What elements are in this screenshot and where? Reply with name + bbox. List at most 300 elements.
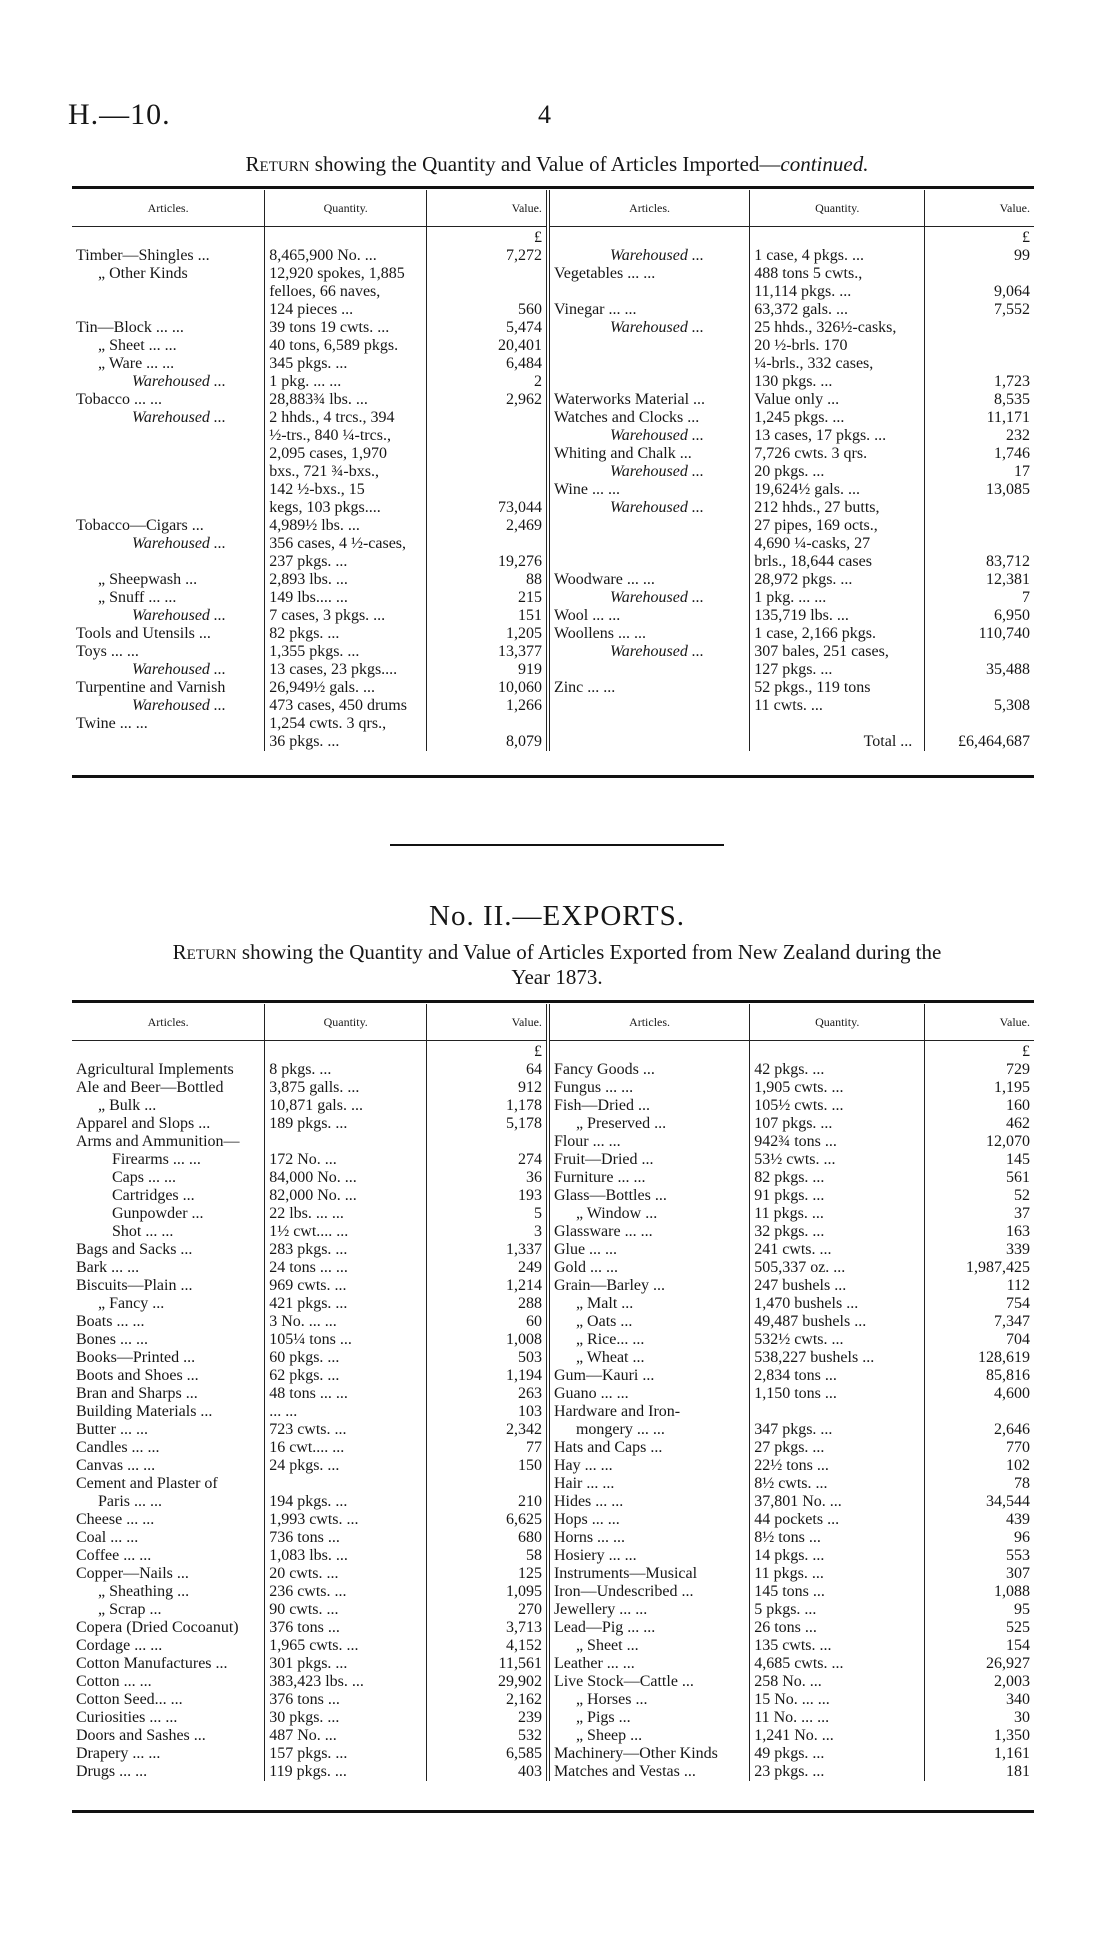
cell-value: 95 [925,1601,1034,1619]
cell-value: 1,095 [427,1583,548,1601]
cell-quantity: 26 tons ... [750,1619,925,1637]
cell-quantity: ¼-brls., 332 cases, [750,355,925,373]
cell-quantity [750,1403,925,1421]
cell-value: £6,464,687 [925,733,1034,751]
cell-value: 1,194 [427,1367,548,1385]
table-row [72,1655,1034,1673]
cell-quantity: 52 pkgs., 119 tons [750,679,925,697]
cell-value: 560 [427,301,548,319]
cell-value: 2,646 [925,1421,1034,1439]
cell-article: Copera (Dried Cocoanut) [76,1619,239,1636]
table-row [72,1565,1034,1583]
cell-value: 439 [925,1511,1034,1529]
table-row [72,1727,1034,1745]
cell-quantity: ½-trs., 840 ¼-trcs., [265,427,427,445]
cell-article: Cotton Seed... ... [76,1691,183,1708]
table-row [72,553,1034,571]
cell-article [548,697,750,715]
table-row [72,1367,1034,1385]
imports-table [72,190,1034,751]
cell-article: Bags and Sacks ... [76,1241,193,1258]
cell-value: 102 [925,1457,1034,1475]
cell-article [548,535,750,553]
cell-quantity: 26,949½ gals. ... [265,679,427,697]
cell-value: 13,377 [427,643,548,661]
cell-quantity: 4,989½ lbs. ... [265,517,427,535]
table-row [72,247,1034,265]
cell-value [925,517,1034,535]
cell-quantity: 347 pkgs. ... [750,1421,925,1439]
cell-article: Drapery ... ... [76,1745,161,1762]
cell-quantity: 142 ½-bxs., 15 [265,481,427,499]
cell-quantity: 82 pkgs. ... [265,625,427,643]
table-row [72,679,1034,697]
table-row [72,1709,1034,1727]
cell-quantity: 37,801 No. ... [750,1493,925,1511]
cell-article: Turpentine and Varnish [76,679,226,696]
table-row [72,1421,1034,1439]
cell-quantity: 11 cwts. ... [750,697,925,715]
cell-article: Fruit—Dried ... [553,1151,654,1168]
table-row [72,227,1034,248]
cell-article: Fungus ... ... [553,1079,634,1096]
table-row [72,1403,1034,1421]
cell-article: Firearms ... ... [112,1151,201,1168]
cell-value: 1,008 [427,1331,548,1349]
cell-value: 7,552 [925,301,1034,319]
table-row [72,1187,1034,1205]
cell-quantity: 5 pkgs. ... [750,1601,925,1619]
cell-value: 1,350 [925,1727,1034,1745]
cell-article: „ Other Kinds [98,265,188,282]
col-header-articles: Articles. [72,1004,265,1041]
cell-article: Caps ... ... [112,1169,176,1186]
cell-value: 11,171 [925,409,1034,427]
cell-value: 64 [427,1061,548,1079]
cell-quantity: 247 bushels ... [750,1277,925,1295]
cell-article: Matches and Vestas ... [553,1763,696,1780]
cell-value: 3 [427,1223,548,1241]
cell-article: Warehoused ... [132,607,226,624]
cell-article: Bones ... ... [76,1331,148,1348]
table-row [72,1583,1034,1601]
cell-article: Hops ... ... [553,1511,620,1528]
cell-article [72,733,265,751]
cell-quantity: 7 cases, 3 pkgs. ... [265,607,427,625]
table-row [72,733,1034,751]
col-header-articles: Articles. [548,1004,750,1041]
cell-article: Curiosities ... ... [76,1709,178,1726]
cell-quantity: 15 No. ... ... [750,1691,925,1709]
cell-quantity: 2 hhds., 4 trcs., 394 [265,409,427,427]
table-row [72,1133,1034,1151]
cell-quantity: 42 pkgs. ... [750,1061,925,1079]
cell-quantity: 145 tons ... [750,1583,925,1601]
cell-value: 561 [925,1169,1034,1187]
table-row [72,1691,1034,1709]
table-row [72,1745,1034,1763]
cell-article: Glassware ... ... [553,1223,653,1240]
table-row [72,1097,1034,1115]
cell-quantity: 135 cwts. ... [750,1637,925,1655]
cell-value: 88 [427,571,548,589]
cell-value [925,265,1034,283]
table-row [72,283,1034,301]
cell-quantity: 538,227 bushels ... [750,1349,925,1367]
cell-value: 29,902 [427,1673,548,1691]
cell-article [72,463,265,481]
col-header-quantity: Quantity. [265,190,427,227]
cell-quantity: 12,920 spokes, 1,885 [265,265,427,283]
cell-quantity: Value only ... [750,391,925,409]
cell-article: Cordage ... ... [76,1637,163,1654]
cell-quantity: 30 pkgs. ... [265,1709,427,1727]
table-row [72,1547,1034,1565]
table-row [72,1061,1034,1079]
cell-article: Building Materials ... [76,1403,213,1420]
cell-article: Jewellery ... ... [553,1601,648,1618]
exports-section-title: No. II.—EXPORTS. [429,900,685,932]
cell-article: Agricultural Implements [76,1061,234,1078]
cell-quantity: 130 pkgs. ... [750,373,925,391]
cell-quantity: 1,150 tons ... [750,1385,925,1403]
cell-article [548,661,750,679]
table-row [72,319,1034,337]
cell-quantity: 2,893 lbs. ... [265,571,427,589]
imports-bottom-rule [72,775,1034,778]
cell-article: „ Preserved ... [575,1115,667,1132]
cell-value: 1,337 [427,1241,548,1259]
col-header-quantity: Quantity. [750,190,925,227]
cell-value: 215 [427,589,548,607]
cell-quantity: 236 cwts. ... [265,1583,427,1601]
cell-article: Coal ... ... [76,1529,139,1546]
cell-article: Warehoused ... [609,319,704,336]
col-header-value: Value. [925,1004,1034,1041]
cell-value [427,409,548,427]
table-row [72,1619,1034,1637]
cell-quantity: 1,355 pkgs. ... [265,643,427,661]
cell-quantity: 3,875 galls. ... [265,1079,427,1097]
cell-quantity: 241 cwts. ... [750,1241,925,1259]
cell-value: 8,079 [427,733,548,751]
table-row [72,589,1034,607]
cell-quantity [750,715,925,733]
cell-article [72,553,265,571]
cell-quantity: kegs, 103 pkgs.... [265,499,427,517]
exports-body [72,1041,1034,1782]
table-row [72,427,1034,445]
cell-quantity: 11,114 pkgs. ... [750,283,925,301]
cell-quantity: 421 pkgs. ... [265,1295,427,1313]
cell-value: 1,088 [925,1583,1034,1601]
table-row [72,1529,1034,1547]
cell-article: Tobacco ... ... [76,391,162,408]
cell-value: 19,276 [427,553,548,571]
cell-article: Cotton Manufactures ... [76,1655,228,1672]
table-row [72,1277,1034,1295]
cell-value: £ [427,227,548,248]
cell-article [548,715,750,733]
cell-article: Warehoused ... [609,643,704,660]
cell-article: Shot ... ... [112,1223,174,1240]
cell-value: 307 [925,1565,1034,1583]
col-header-articles: Articles. [72,190,265,227]
cell-value [925,679,1034,697]
cell-article [548,337,750,355]
table-row [72,1475,1034,1493]
cell-value: 5 [427,1205,548,1223]
cell-value: 288 [427,1295,548,1313]
cell-value [427,535,548,553]
cell-quantity: 23 pkgs. ... [750,1763,925,1781]
table-row [72,1295,1034,1313]
cell-value [427,445,548,463]
cell-quantity: 48 tons ... ... [265,1385,427,1403]
cell-quantity: 1,965 cwts. ... [265,1637,427,1655]
table-row [72,715,1034,733]
cell-quantity: 19,624½ gals. ... [750,481,925,499]
cell-article: Canvas ... ... [76,1457,156,1474]
cell-quantity: 487 No. ... [265,1727,427,1745]
cell-value: 1,161 [925,1745,1034,1763]
cell-quantity: 82 pkgs. ... [750,1169,925,1187]
cell-value: 1,723 [925,373,1034,391]
exports-bottom-rule [72,1810,1034,1813]
table-row [72,481,1034,499]
page-number: 4 [538,100,551,129]
cell-quantity: 24 tons ... ... [265,1259,427,1277]
cell-article [548,733,750,751]
cell-quantity: 14 pkgs. ... [750,1547,925,1565]
cell-quantity: 1,993 cwts. ... [265,1511,427,1529]
cell-article: Hardware and Iron- [553,1403,681,1420]
cell-article: Warehoused ... [609,463,704,480]
cell-value: 12,381 [925,571,1034,589]
cell-value: 181 [925,1763,1034,1781]
cell-quantity: 39 tons 19 cwts. ... [265,319,427,337]
cell-quantity: 28,972 pkgs. ... [750,571,925,589]
cell-article: Coffee ... ... [76,1547,152,1564]
cell-value: 503 [427,1349,548,1367]
cell-quantity: 1,241 No. ... [750,1727,925,1745]
cell-article: „ Window ... [575,1205,658,1222]
exports-caption-line2: Year 1873. [511,965,603,989]
col-header-value: Value. [925,190,1034,227]
cell-article: Butter ... ... [76,1421,148,1438]
cell-value: 20,401 [427,337,548,355]
cell-quantity: 157 pkgs. ... [265,1745,427,1763]
cell-quantity: 62 pkgs. ... [265,1367,427,1385]
table-row [72,571,1034,589]
cell-quantity: 24 pkgs. ... [265,1457,427,1475]
cell-value: 6,484 [427,355,548,373]
cell-value: 2 [427,373,548,391]
cell-article: Fish—Dried ... [553,1097,650,1114]
table-row [72,1349,1034,1367]
cell-value [925,643,1034,661]
cell-value: 1,746 [925,445,1034,463]
cell-article [72,301,265,319]
cell-quantity: 8½ cwts. ... [750,1475,925,1493]
col-header-quantity: Quantity. [265,1004,427,1041]
cell-article: Warehoused ... [132,697,226,714]
cell-article: Apparel and Slops ... [76,1115,211,1132]
cell-article [72,283,265,301]
table-row [72,607,1034,625]
cell-article: Hides ... ... [553,1493,624,1510]
table-row [72,1151,1034,1169]
cell-value: 6,585 [427,1745,548,1763]
cell-article: Lead—Pig ... ... [553,1619,656,1636]
cell-quantity: 124 pieces ... [265,301,427,319]
table-row [72,1313,1034,1331]
cell-article: „ Bulk ... [98,1097,157,1114]
cell-value [427,1133,548,1151]
imports-caption [40,152,1074,177]
exports-caption-lead: Return [172,940,237,964]
cell-article: „ Sheepwash ... [98,571,198,588]
cell-article [72,427,265,445]
cell-quantity: 27 pipes, 169 octs., [750,517,925,535]
cell-quantity: 283 pkgs. ... [265,1241,427,1259]
cell-article: Whiting and Chalk ... [553,445,692,462]
cell-article: mongery ... ... [575,1421,665,1438]
imports-top-rule [72,186,1034,189]
cell-article [548,227,750,248]
table-row [72,661,1034,679]
col-header-value: Value. [427,190,548,227]
cell-article: Doors and Sashes ... [76,1727,206,1744]
cell-quantity: 723 cwts. ... [265,1421,427,1439]
cell-article: Fancy Goods ... [553,1061,655,1078]
cell-quantity: 1 pkg. ... ... [265,373,427,391]
cell-article: Bran and Sharps ... [76,1385,198,1402]
cell-value: 7,272 [427,247,548,265]
table-row [72,1763,1034,1781]
cell-quantity: 237 pkgs. ... [265,553,427,571]
cell-article: Cotton ... ... [76,1673,152,1690]
cell-value: 1,266 [427,697,548,715]
cell-quantity: 383,423 lbs. ... [265,1673,427,1691]
cell-article: Wool ... ... [553,607,621,624]
cell-article: Twine ... ... [76,715,148,732]
cell-quantity: 258 No. ... [750,1673,925,1691]
cell-article: Tin—Block ... ... [76,319,184,336]
cell-value: 553 [925,1547,1034,1565]
col-header-articles: Articles. [548,190,750,227]
imports-caption-continued: continued. [780,152,869,176]
cell-quantity: 376 tons ... [265,1691,427,1709]
table-row [72,265,1034,283]
cell-value: 754 [925,1295,1034,1313]
cell-quantity: 63,372 gals. ... [750,301,925,319]
cell-quantity: 1 case, 2,166 pkgs. [750,625,925,643]
cell-quantity [265,1475,427,1493]
cell-quantity: 22½ tons ... [750,1457,925,1475]
cell-value: 36 [427,1169,548,1187]
cell-value: 4,152 [427,1637,548,1655]
cell-quantity: 11 pkgs. ... [750,1565,925,1583]
cell-quantity: 736 tons ... [265,1529,427,1547]
table-row [72,445,1034,463]
cell-value: 26,927 [925,1655,1034,1673]
cell-value: 163 [925,1223,1034,1241]
table-row [72,373,1034,391]
table-row [72,355,1034,373]
cell-article: Wine ... ... [553,481,620,498]
cell-article: Hats and Caps ... [553,1439,663,1456]
cell-value [925,319,1034,337]
cell-quantity: 84,000 No. ... [265,1169,427,1187]
cell-value: 770 [925,1439,1034,1457]
cell-value: 6,950 [925,607,1034,625]
cell-article: Warehoused ... [609,247,704,264]
cell-article: Ale and Beer—Bottled [76,1079,224,1096]
cell-value [925,337,1034,355]
cell-article: Flour ... ... [553,1133,621,1150]
cell-article: „ Fancy ... [98,1295,165,1312]
cell-quantity: 189 pkgs. ... [265,1115,427,1133]
cell-article: Grain—Barley ... [553,1277,666,1294]
cell-article: „ Malt ... [575,1295,634,1312]
cell-article: Furniture ... ... [553,1169,646,1186]
cell-article: Copper—Nails ... [76,1565,189,1582]
cell-article: Vegetables ... ... [553,265,656,282]
cell-article: Tobacco—Cigars ... [76,517,204,534]
cell-value: 150 [427,1457,548,1475]
exports-header-row [72,1004,1034,1041]
cell-quantity: 49 pkgs. ... [750,1745,925,1763]
cell-value: 270 [427,1601,548,1619]
table-row [72,517,1034,535]
cell-quantity: 20 cwts. ... [265,1565,427,1583]
cell-article: „ Oats ... [575,1313,633,1330]
cell-article: Hair ... ... [553,1475,615,1492]
cell-quantity [750,227,925,248]
cell-quantity: 3 No. ... ... [265,1313,427,1331]
cell-value: 9,064 [925,283,1034,301]
cell-value: 78 [925,1475,1034,1493]
table-row [72,1601,1034,1619]
imports-caption-text: showing the Quantity and Value of Articles Imported— [309,152,781,176]
cell-value: 532 [427,1727,548,1745]
cell-article: Waterworks Material ... [553,391,706,408]
cell-article: Paris ... ... [98,1493,162,1510]
cell-value: 232 [925,427,1034,445]
cell-quantity: 91 pkgs. ... [750,1187,925,1205]
cell-value [427,1475,548,1493]
table-row [72,1115,1034,1133]
cell-article [548,373,750,391]
cell-article: Glass—Bottles ... [553,1187,667,1204]
cell-article: Gunpowder ... [112,1205,204,1222]
cell-article: Warehoused ... [609,499,704,516]
cell-quantity: 1,905 cwts. ... [750,1079,925,1097]
cell-value: 462 [925,1115,1034,1133]
table-row [72,409,1034,427]
cell-article: Machinery—Other Kinds [553,1745,718,1762]
table-row [72,625,1034,643]
cell-value [427,427,548,445]
table-row [72,535,1034,553]
table-row [72,1511,1034,1529]
cell-article: Books—Printed ... [76,1349,196,1366]
cell-quantity: 27 pkgs. ... [750,1439,925,1457]
table-row [72,1385,1034,1403]
cell-value: 1,195 [925,1079,1034,1097]
cell-value [925,499,1034,517]
